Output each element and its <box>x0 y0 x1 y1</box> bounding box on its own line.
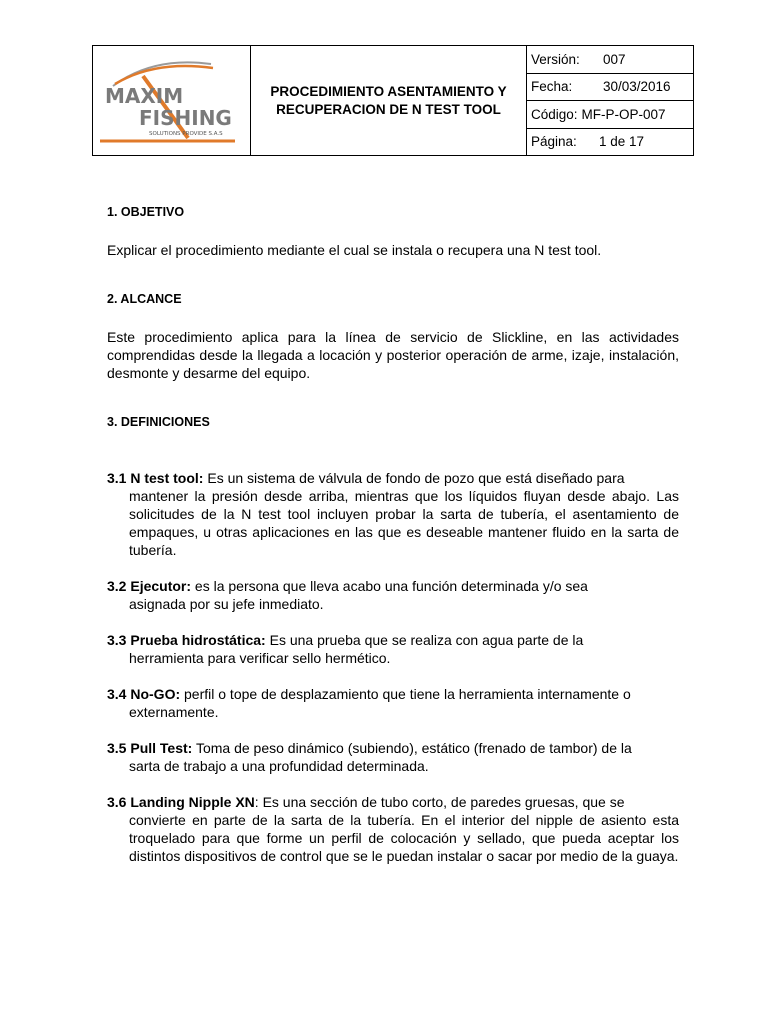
codigo-value: MF-P-OP-007 <box>581 106 666 122</box>
title-line-2: RECUPERACION DE N TEST TOOL <box>276 101 501 117</box>
version-value: 007 <box>603 51 626 67</box>
codigo-label: Código: <box>531 106 578 122</box>
logo-line2: FISHING <box>139 106 232 130</box>
alcance-heading: 2. ALCANCE <box>107 292 182 306</box>
definition-item <box>107 685 679 721</box>
definiciones-heading: 3. DEFINICIONES <box>107 415 210 429</box>
definition-first-line: es la persona que lleva acabo una función determinada y/o sea <box>191 578 588 594</box>
fecha-row <box>527 74 693 102</box>
version-row <box>527 46 693 74</box>
definition-term: 3.2 Ejecutor: <box>107 578 192 594</box>
definition-continuation: convierte en parte de la sarta de la tubería. En el interior del nipple de asiento esta troquelado para que forme un perfil de colocación y sellado, que pueda aceptar los distintos dispositivos de control que se le puedan instalar o sacar por medio de la guaya. <box>129 812 679 864</box>
alcance-text: Este procedimiento aplica para la línea de servicio de Slickline, en las actividades comprendidas desde la llegada a locación y posterior operación de arme, izaje, instalación, desmonte y desarme del equipo. <box>107 329 679 381</box>
definition-item <box>107 469 679 559</box>
definition-term: 3.6 Landing Nipple XN <box>107 794 255 810</box>
company-logo <box>93 46 251 155</box>
document-meta <box>527 46 693 155</box>
pagina-value: 1 de 17 <box>599 134 645 150</box>
pagina-label: Página: <box>531 134 577 150</box>
logo-line1: MAXIM <box>105 84 184 108</box>
definition-first-line: : Es una sección de tubo corto, de paredes gruesas, que se <box>254 794 625 810</box>
fecha-label: Fecha: <box>531 79 573 95</box>
definition-first-line: Es una prueba que se realiza con agua parte de la <box>265 632 584 648</box>
definition-first-line: Es un sistema de válvula de fondo de pozo que está diseñado para <box>203 470 625 486</box>
codigo-row <box>527 101 693 129</box>
definition-first-line: Toma de peso dinámico (subiendo), estático (frenado de tambor) de la <box>192 740 632 756</box>
version-label: Versión: <box>531 51 580 67</box>
definition-item <box>107 793 679 865</box>
definition-term: 3.4 No-GO: <box>107 686 181 702</box>
definition-item <box>107 739 679 775</box>
pagina-row <box>527 129 693 156</box>
document-header-table <box>92 45 694 156</box>
definition-term: 3.1 N test tool: <box>107 470 204 486</box>
definition-continuation: asignada por su jefe inmediato. <box>129 596 324 612</box>
document-title <box>251 46 527 155</box>
definition-continuation: mantener la presión desde arriba, mientras que los líquidos fluyan desde abajo. Las solicitudes de la N test tool incluyen probar la sarta de tubería, el asentamiento de empaques, u otras aplicaciones en las que es deseable mantener fluido en la sarta de tubería. <box>129 488 679 558</box>
definition-item <box>107 631 679 667</box>
definition-continuation: herramienta para verificar sello hermético. <box>129 650 391 666</box>
objetivo-heading: 1. OBJETIVO <box>107 205 185 219</box>
definition-term: 3.3 Prueba hidrostática: <box>107 632 266 648</box>
definition-continuation: sarta de trabajo a una profundidad determinada. <box>129 758 429 774</box>
definition-item <box>107 577 679 613</box>
definition-term: 3.5 Pull Test: <box>107 740 193 756</box>
definition-continuation: externamente. <box>129 704 219 720</box>
definition-first-line: perfil o tope de desplazamiento que tiene la herramienta internamente o <box>180 686 631 702</box>
logo-tagline: SOLUTIONS PROVIDE S.A.S <box>149 131 223 137</box>
maxim-fishing-logo <box>93 46 250 155</box>
title-line-1: PROCEDIMIENTO ASENTAMIENTO Y <box>270 83 507 99</box>
objetivo-text: Explicar el procedimiento mediante el cual se instala o recupera una N test tool. <box>107 242 602 258</box>
fecha-value: 30/03/2016 <box>603 79 671 95</box>
